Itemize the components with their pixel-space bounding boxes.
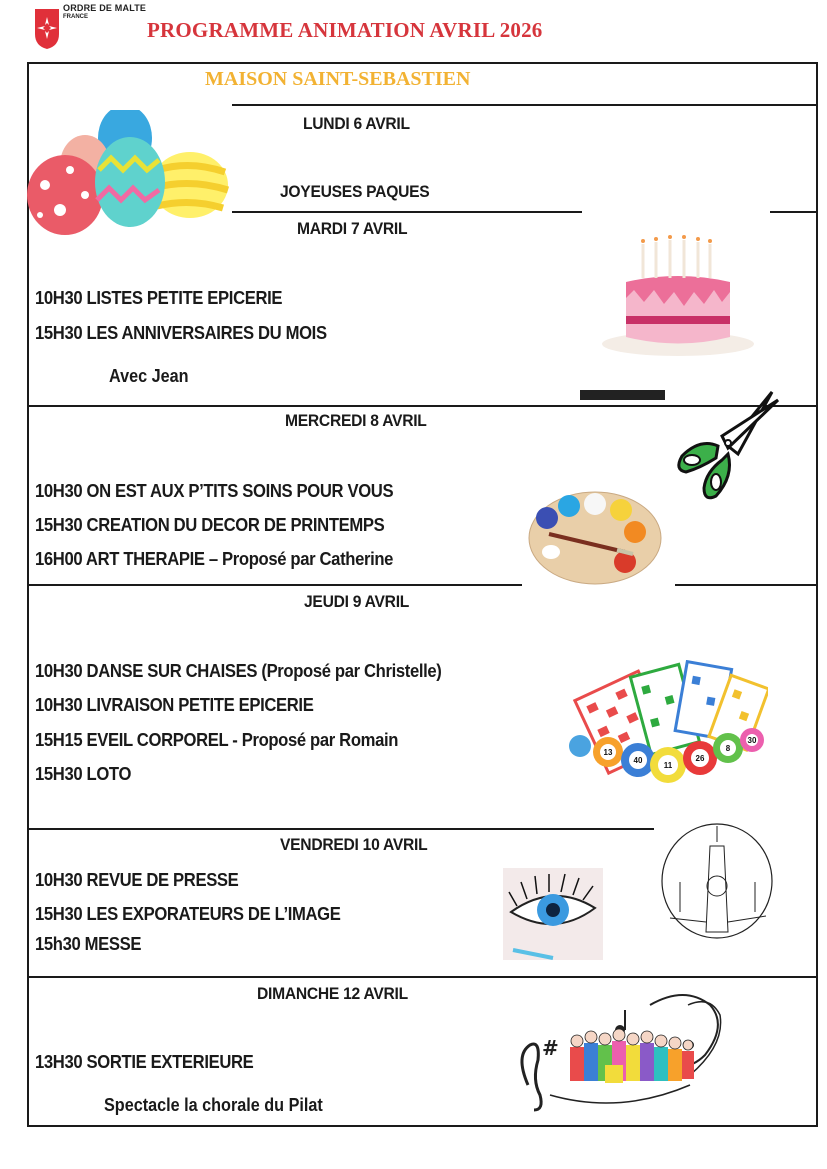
eye-drawing-illustration (503, 868, 603, 960)
divider (27, 584, 522, 586)
easter-eggs-illustration (25, 110, 230, 235)
org-name: ORDRE DE MALTE (63, 3, 147, 13)
loto-ball-number: 30 (747, 736, 757, 745)
activity: 10H30 ON EST AUX P’TITS SOINS POUR VOUS (35, 480, 394, 501)
activity: 10H30 LIVRAISON PETITE EPICERIE (35, 694, 314, 715)
day-heading-lundi: LUNDI 6 AVRIL (303, 114, 410, 133)
activity: 15H15 EVEIL CORPOREL - Proposé par Romain (35, 729, 399, 750)
loto-ball-number: 26 (695, 754, 705, 763)
paint-palette-illustration (525, 490, 665, 590)
activity: 16H00 ART THERAPIE – Proposé par Catherine (35, 548, 394, 569)
divider (770, 211, 818, 213)
activity: 10H30 REVUE DE PRESSE (35, 869, 239, 890)
activity: 15H30 LES ANNIVERSAIRES DU MOIS (35, 322, 327, 343)
image-credit-bar (580, 390, 665, 400)
event-joyeuses-paques: JOYEUSES PAQUES (280, 182, 430, 201)
org-country: FRANCE (63, 14, 88, 20)
activity: 13H30 SORTIE EXTERIEURE (35, 1051, 254, 1072)
loto-ball-number: 13 (603, 748, 613, 757)
order-of-malta-shield-icon (34, 8, 60, 50)
loto-ball-number: 11 (663, 761, 673, 770)
choir-music-illustration (510, 985, 735, 1115)
frame-right (816, 62, 818, 1127)
activity: 10H30 LISTES PETITE EPICERIE (35, 287, 283, 308)
day-heading-jeudi: JEUDI 9 AVRIL (304, 592, 410, 611)
loto-illustration (568, 660, 768, 790)
activity: 15H30 LES EXPORATEURS DE L’IMAGE (35, 903, 341, 924)
frame-bottom (27, 1125, 818, 1127)
loto-ball-number: 8 (725, 744, 731, 753)
divider (232, 104, 818, 106)
svg-text:#: # (542, 1036, 559, 1060)
day-heading-mercredi: MERCREDI 8 AVRIL (285, 411, 427, 430)
scissors-illustration (660, 388, 782, 510)
day-heading-mardi: MARDI 7 AVRIL (297, 219, 408, 238)
day-heading-dimanche: DIMANCHE 12 AVRIL (257, 984, 408, 1003)
activity-note: Spectacle la chorale du Pilat (104, 1095, 323, 1115)
house-name: MAISON SAINT-SEBASTIEN (205, 68, 471, 90)
activity: 10H30 DANSE SUR CHAISES (Proposé par Christelle) (35, 660, 442, 681)
activity: 15H30 CREATION DU DECOR DE PRINTEMPS (35, 514, 385, 535)
church-sketch-illustration (660, 822, 775, 940)
divider (27, 828, 654, 830)
activity: 15H30 LOTO (35, 763, 132, 784)
frame-top (27, 62, 818, 64)
loto-ball-number: 40 (633, 756, 643, 765)
divider (675, 584, 818, 586)
page-title: PROGRAMME ANIMATION AVRIL 2026 (147, 18, 543, 42)
divider (27, 976, 818, 978)
birthday-cake-illustration (598, 232, 758, 362)
activity: 15h30 MESSE (35, 933, 142, 954)
activity-note: Avec Jean (109, 366, 189, 386)
divider (232, 211, 582, 213)
day-heading-vendredi: VENDREDI 10 AVRIL (280, 835, 428, 854)
